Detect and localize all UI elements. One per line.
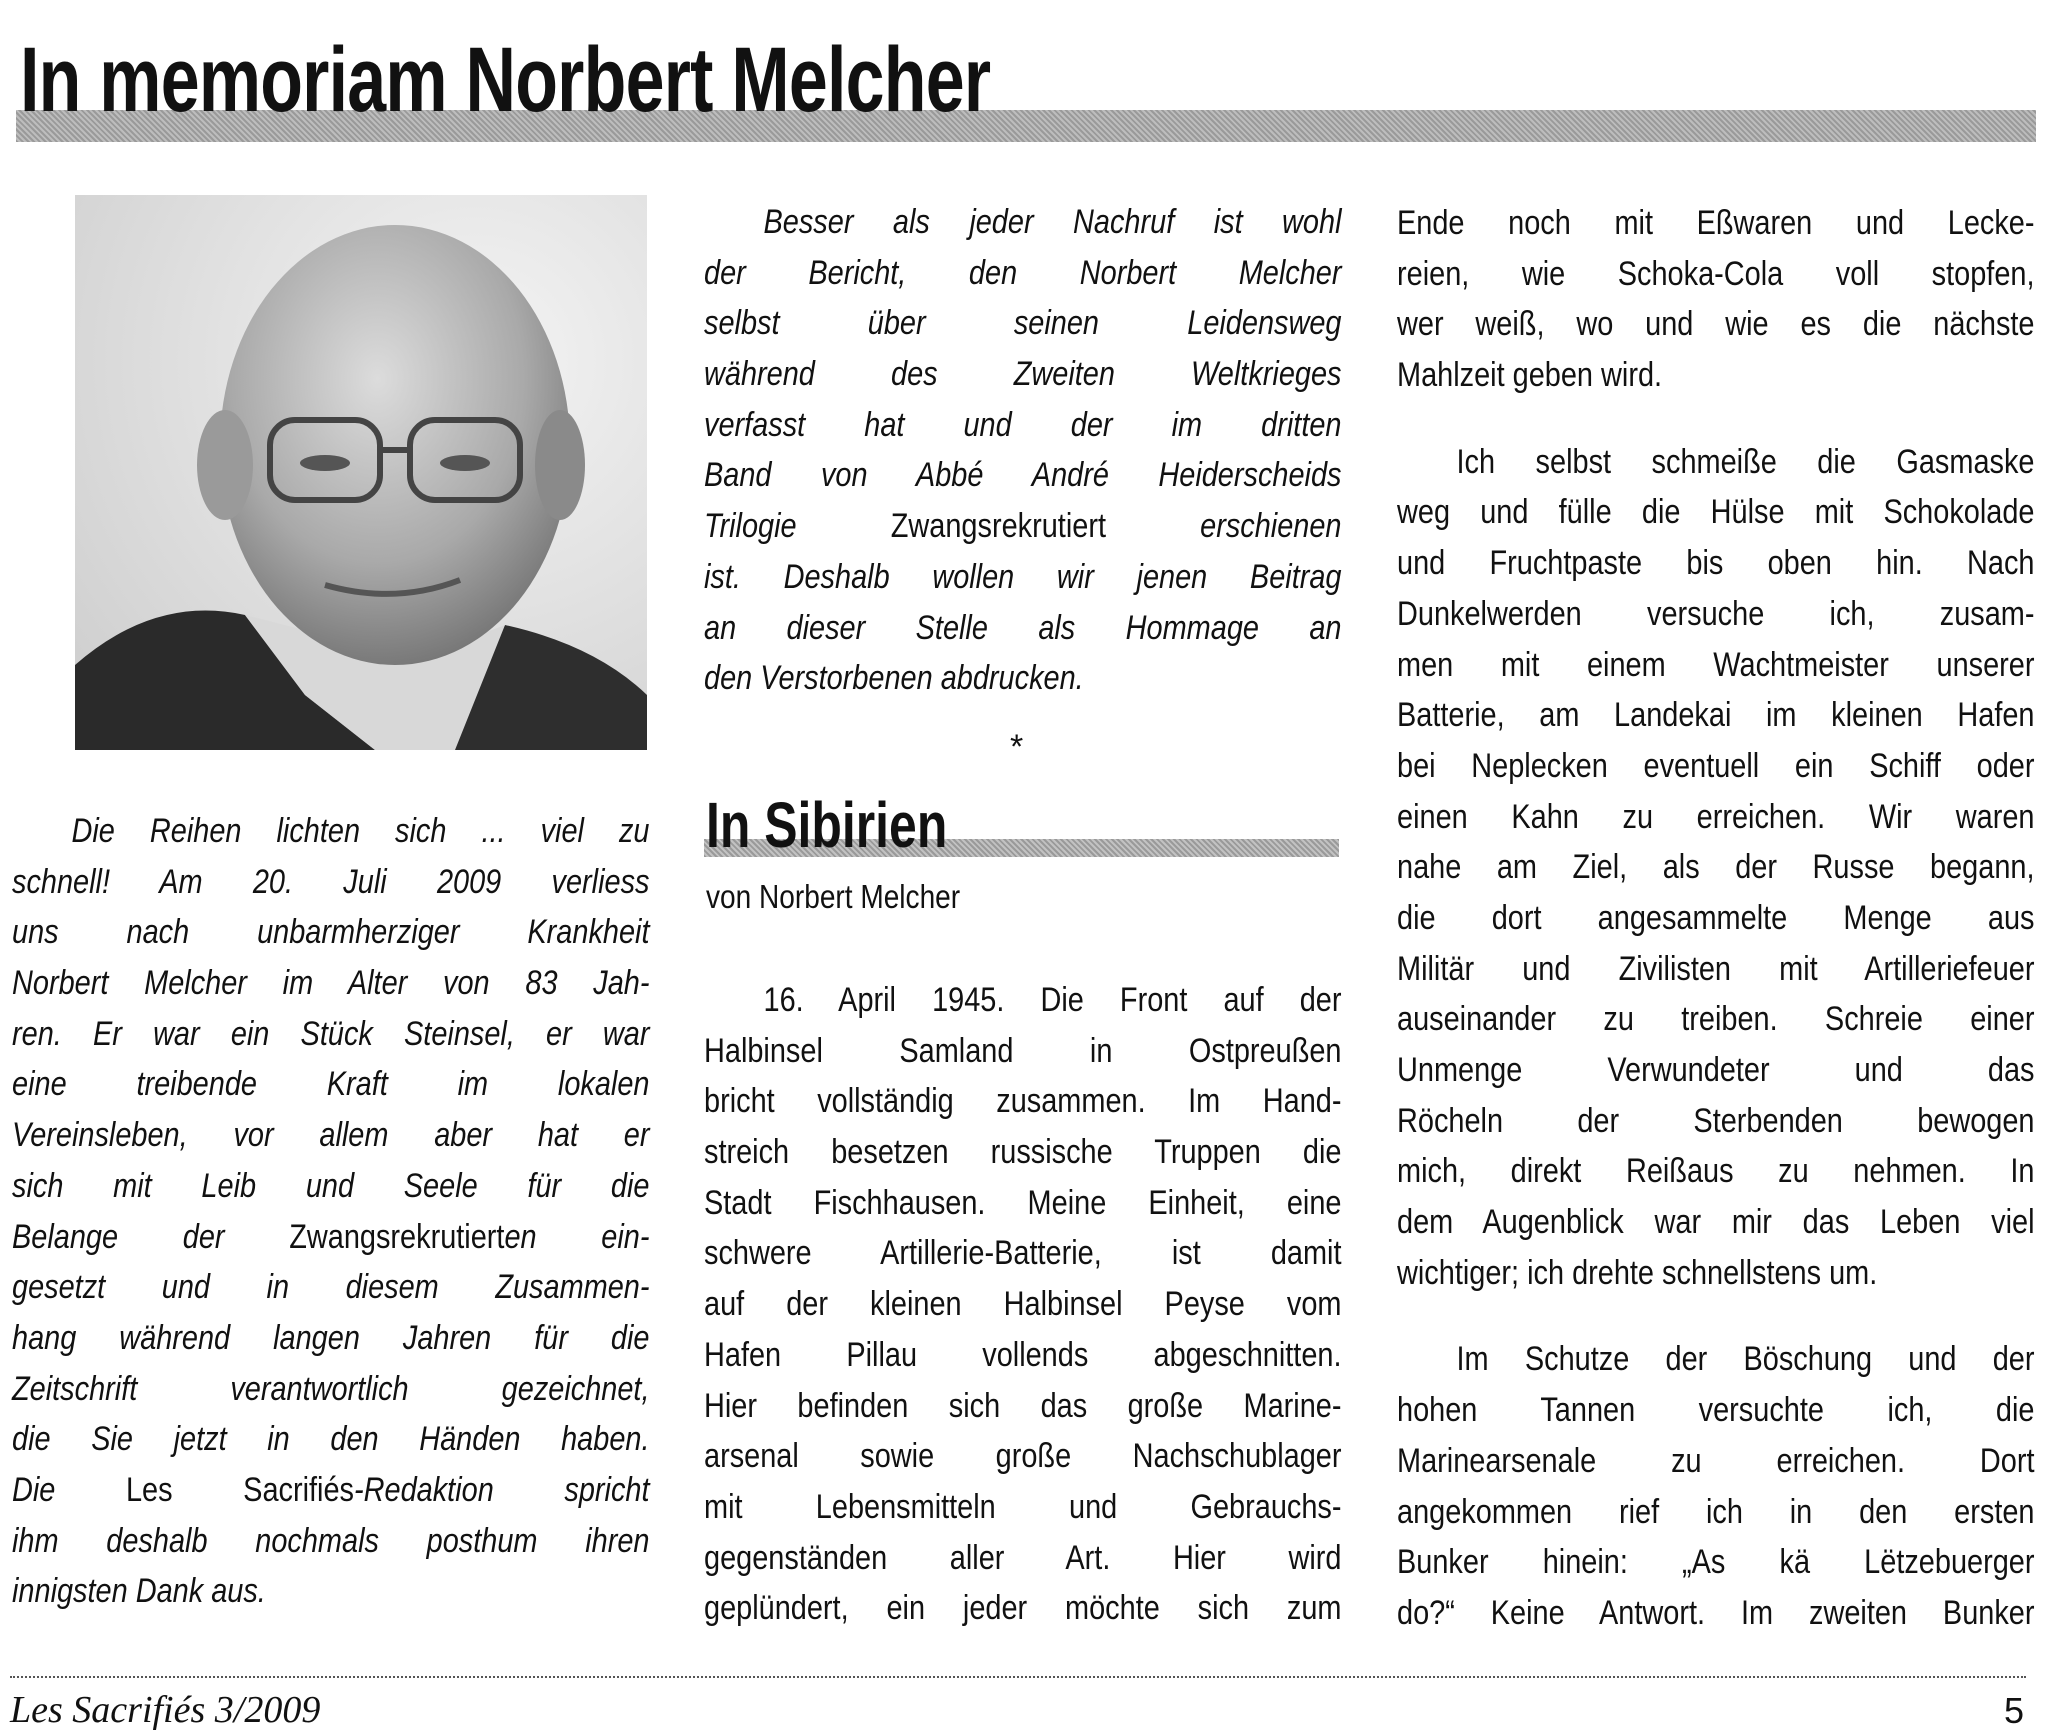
text-line: geplündert, ein jeder möchte sich zum xyxy=(704,1589,1342,1628)
text-line: ihm deshalb nochmals posthum ihren xyxy=(12,1521,650,1560)
text-line: gesetzt und in diesem Zusammen- xyxy=(12,1268,650,1307)
text-line: und Fruchtpaste bis oben hin. Nach xyxy=(1397,544,2035,583)
text-line: Bunker hinein: „As kä Lëtzebuerger xyxy=(1397,1543,2035,1582)
text-line: hohen Tannen versuchte ich, die xyxy=(1397,1391,2035,1430)
text-line: reien, wie Schoka-Cola voll stopfen, xyxy=(1397,254,2035,293)
article-heading: In Sibirien xyxy=(706,789,948,861)
text-line: do?“ Keine Antwort. Im zweiten Bunker xyxy=(1397,1593,2035,1632)
text-line: gegenständen aller Art. Hier wird xyxy=(704,1538,1342,1577)
text-line: auf der kleinen Halbinsel Peyse vom xyxy=(704,1285,1342,1324)
text-line: Marinearsenale zu erreichen. Dort xyxy=(1397,1441,2035,1480)
text-line: die Sie jetzt in den Händen haben. xyxy=(12,1420,650,1459)
text-line: weg und fülle die Hülse mit Schokolade xyxy=(1397,493,2035,532)
text-line: Zeitschrift verantwortlich gezeichnet, xyxy=(12,1369,650,1408)
text-line: eine treibende Kraft im lokalen xyxy=(12,1065,650,1104)
text-line: Die Reihen lichten sich ... viel zu xyxy=(71,812,650,850)
paragraph xyxy=(12,806,650,1617)
text-line: Besser als jeder Nachruf ist wohl xyxy=(763,203,1342,241)
text-line: arsenal sowie große Nachschublager xyxy=(704,1437,1342,1476)
article-text-1 xyxy=(704,975,1342,1634)
text-line: Vereinsleben, vor allem aber hat er xyxy=(12,1116,650,1155)
text-line: Röcheln der Sterbenden bewogen xyxy=(1397,1101,2035,1140)
text-line: Mahlzeit geben wird. xyxy=(1397,356,1663,395)
text-line: dem Augenblick war mir das Leben viel xyxy=(1397,1203,2035,1242)
text-line: angekommen rief ich in den ersten xyxy=(1397,1492,2035,1531)
text-line: Hafen Pillau vollends abgeschnitten. xyxy=(704,1335,1342,1374)
intro-text xyxy=(704,197,1342,704)
upright-phrase: Zwangsrekrutiert xyxy=(890,507,1106,546)
text-line: innigsten Dank aus. xyxy=(12,1572,266,1611)
text-line: Stadt Fischhausen. Meine Einheit, eine xyxy=(704,1183,1342,1222)
text-line: Batterie, am Landekai im kleinen Hafen xyxy=(1397,696,2035,735)
text-line: auseinander zu treiben. Schreie einer xyxy=(1397,1000,2035,1039)
text-line: verfasst hat und der im dritten xyxy=(704,405,1342,444)
text-line: Unmenge Verwundeter und das xyxy=(1397,1051,2035,1089)
text-line: nahe am Ziel, als der Russe begann, xyxy=(1397,848,2035,887)
text-line: Norbert Melcher im Alter von 83 Jah- xyxy=(12,964,650,1003)
text-line: Militär und Zivilisten mit Artilleriefeuer xyxy=(1397,949,2035,988)
text-line: Im Schutze der Böschung und der xyxy=(1456,1340,2035,1379)
footer-publication: Les Sacrifiés 3/2009 xyxy=(10,1689,321,1731)
paragraph xyxy=(1397,437,2035,1299)
footer-divider xyxy=(10,1676,2026,1678)
text-line: 16. April 1945. Die Front auf der xyxy=(763,981,1342,1019)
text-line: den Verstorbenen abdrucken. xyxy=(704,659,1084,698)
text-line: Die Les Sacrifiés-Redaktion spricht xyxy=(12,1470,650,1509)
text-line: Band von Abbé André Heiderscheids xyxy=(704,456,1342,495)
obituary-column xyxy=(12,806,649,1653)
text-line: Ich selbst schmeiße die Gasmaske xyxy=(1456,442,2035,481)
page-title: In memoriam Norbert Melcher xyxy=(20,29,991,131)
text-line: sich mit Leib und Seele für die xyxy=(12,1166,650,1205)
paragraph xyxy=(704,197,1342,704)
text-line: mich, direkt Reißaus zu nehmen. In xyxy=(1397,1152,2035,1191)
text-line: wer weiß, wo und wie es die nächste xyxy=(1397,305,2035,344)
text-line: die dort angesammelte Menge aus xyxy=(1397,898,2035,937)
text-line: schnell! Am 20. Juli 2009 verliess xyxy=(12,862,650,901)
page-number: 5 xyxy=(2004,1690,2025,1731)
text-line: mit Lebensmitteln und Gebrauchs- xyxy=(704,1487,1342,1526)
obituary-text xyxy=(12,806,650,1617)
text-line: hang während langen Jahren für die xyxy=(12,1318,650,1357)
upright-phrase: Zwangsrekrutiert xyxy=(289,1217,505,1256)
text-line: ist. Deshalb wollen wir jenen Beitrag xyxy=(704,557,1342,596)
text-line: bricht vollständig zusammen. Im Hand- xyxy=(704,1082,1342,1121)
portrait-photo xyxy=(75,195,647,750)
text-line: bei Neplecken eventuell ein Schiff oder xyxy=(1397,746,2035,785)
text-line: schwere Artillerie-Batterie, ist damit xyxy=(704,1234,1342,1273)
article-text-2 xyxy=(1397,198,2035,1639)
paragraph xyxy=(1397,1334,2035,1638)
text-line: men mit einem Wachtmeister unserer xyxy=(1397,645,2035,684)
text-line: uns nach unbarmherziger Krankheit xyxy=(12,913,650,952)
text-line: ren. Er war ein Stück Steinsel, er war xyxy=(12,1014,650,1053)
paragraph xyxy=(704,975,1342,1634)
section-separator: * xyxy=(1010,728,1024,766)
text-line: einen Kahn zu erreichen. Wir waren xyxy=(1397,797,2035,836)
text-line: Belange der Zwangsrekrutierten ein- xyxy=(12,1217,650,1256)
article-column-2 xyxy=(1397,198,2034,1675)
text-line: wichtiger; ich drehte schnellstens um. xyxy=(1397,1253,1878,1292)
text-line: Trilogie Zwangsrekrutiert erschienen xyxy=(704,507,1342,546)
intro-column xyxy=(704,197,1341,740)
text-line: Ende noch mit Eßwaren und Lecke- xyxy=(1397,204,2035,242)
text-line: Halbinsel Samland in Ostpreußen xyxy=(704,1031,1342,1070)
text-line: der Bericht, den Norbert Melcher xyxy=(704,253,1342,292)
text-line: selbst über seinen Leidensweg xyxy=(704,304,1342,343)
paragraph xyxy=(1397,198,2035,401)
text-line: Dunkelwerden versuche ich, zusam- xyxy=(1397,594,2035,633)
article-column-1 xyxy=(704,975,1341,1670)
text-line: an dieser Stelle als Hommage an xyxy=(704,608,1342,647)
article-byline: von Norbert Melcher xyxy=(706,878,961,915)
upright-phrase: Les Sacrifiés xyxy=(125,1470,355,1509)
text-line: während des Zweiten Weltkrieges xyxy=(704,355,1342,394)
text-line: Hier befinden sich das große Marine- xyxy=(704,1386,1342,1425)
text-line: streich besetzen russische Truppen die xyxy=(704,1133,1342,1172)
